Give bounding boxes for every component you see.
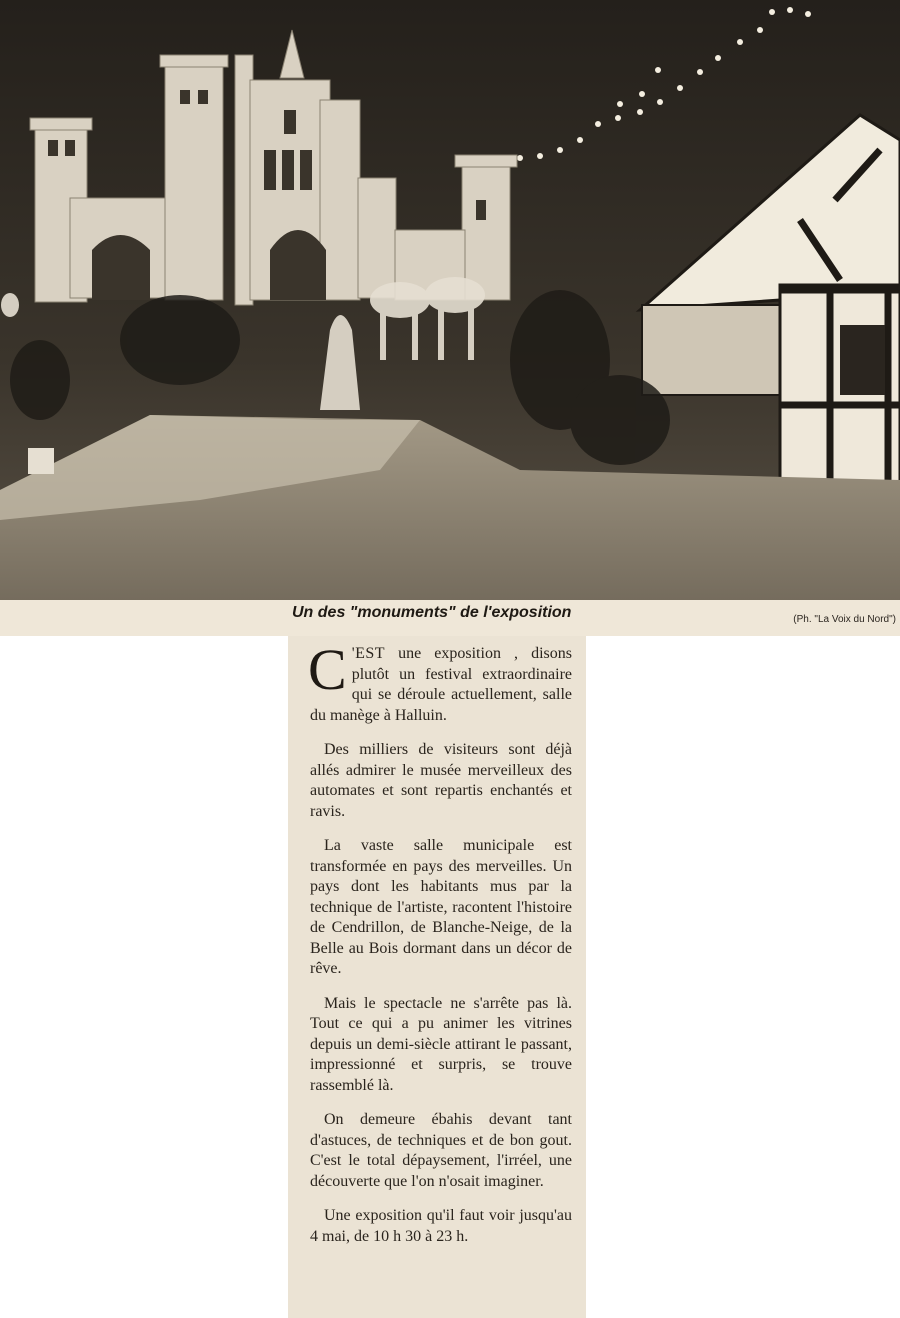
article-body	[308, 637, 572, 1261]
article-paragraph-6: Une exposition qu'il faut voir jusqu'au 4 mai, de 10 h 30 à 23 h.	[310, 1207, 572, 1245]
article-column	[288, 636, 586, 1318]
article-paragraph-2: Des milliers de visiteurs sont déjà allés admirer le musée merveilleux des automates et sont repartis enchantés et ravis.	[310, 741, 572, 820]
drop-cap: C	[308, 637, 347, 702]
photo-caption: Un des "monuments" de l'exposition	[292, 604, 572, 621]
paragraph-text: une exposition , disons plutôt un festival extraordinaire qui se déroule actuellement, salle du manège à Halluin.	[310, 645, 572, 724]
article-paragraph-4: Mais le spectacle ne s'arrête pas là. Tout ce qui a pu animer les vitrines depuis un demi-siècle attirant le passant, impressionné et surpris, se trouve rassemblé là.	[310, 994, 572, 1094]
castle-diorama-illustration	[0, 0, 900, 600]
exhibition-photo	[0, 0, 900, 600]
newspaper-clipping-top	[0, 0, 900, 636]
article-paragraph-5: On demeure ébahis devant tant d'astuces, de techniques et de bon gout. C'est le total dépaysement, l'irréel, une découverte que l'on n'osait imaginer.	[310, 1111, 572, 1190]
photo-credit: (Ph. "La Voix du Nord")	[793, 614, 896, 625]
article-paragraph-3: La vaste salle municipale est transformée en pays des merveilles. Un pays dont les habitants mus par la technique de l'artiste, racontent l'histoire de Cendrillon, de Blanche-Neige, de la Belle au Bois dormant dans un décor de rêve.	[310, 837, 572, 977]
lead-word: 'EST	[351, 645, 386, 662]
article-paragraph-1	[308, 637, 572, 726]
